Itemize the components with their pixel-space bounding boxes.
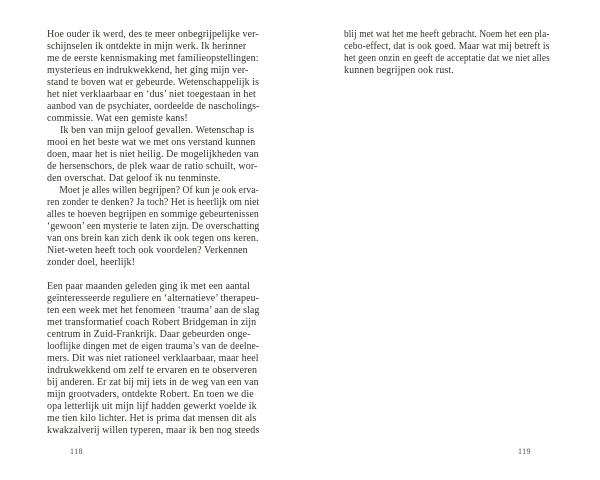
text-line: opa letterlijk uit mijn lijf hadden gewerkt voelde ik [47,401,257,412]
text-line: mers. Dit was niet rationeel verklaarbaar, maar heel [47,353,259,364]
paragraph [47,29,259,125]
text-line: geïnteresseerde reguliere en ‘alternatieve’ therapeu- [47,293,260,304]
text-line: doen, maar het is niet heilig. De mogelijkheden van [47,149,259,160]
text-line: commissie. Wat een gemiste kans! [47,113,188,124]
text-line: schijnselen ik ontdekte in mijn werk. Ik herinner [47,41,247,52]
text-line: aanbod van de psychiater, oordeelde de nascholings- [47,101,260,112]
page-number-left: 118 [70,447,83,456]
paragraph [47,125,259,185]
text-line: Niet-weten heeft toch ook voordelen? Verkennen [47,245,248,256]
text-line: me de eerste kennismaking met familieopstellingen: [47,53,259,64]
paragraph [344,29,550,77]
page-right-text [344,29,550,77]
paragraph [47,185,259,269]
text-line: het niet verklaarbaar en ‘dus’ niet toegestaan in het [47,89,256,100]
text-line: mijn grootvaders, ontdekte Robert. En toen we die [47,389,254,400]
text-line: Moet je alles willen begrijpen? Of kun je ook erva- [59,185,259,196]
page-number-right: 119 [518,447,531,456]
page-left-text [47,29,259,437]
text-line: ‘gewoon’ een mysterie te laten zijn. De overschatting [47,221,260,232]
text-line: alles te hoeven begrijpen en sommige gebeurtenissen [47,209,259,220]
text-line: het geen onzin en geeft de acceptatie dat we niet alles [344,53,550,64]
text-line: cebo-effect, dat is ook goed. Maar wat mij betreft is [344,41,550,52]
paragraph [47,281,259,437]
text-line: Ik ben van mijn geloof gevallen. Wetenschap is [60,125,255,136]
text-line: centrum in Zuid-Frankrijk. Daar gebeurden onge- [47,329,251,340]
text-line: Een paar maanden geleden ging ik met een aantal [47,281,250,292]
text-line: looflijke dingen met de eigen trauma’s van de deelne- [47,341,260,352]
text-line: van ons brein kan zich denk ik ook tegen ons keren. [47,233,259,244]
text-line: mysterieus en indrukwekkend, het ging mijn ver- [47,65,249,76]
text-line: de hersenschors, de plek waar de ratio schuilt, wor- [47,161,258,172]
text-line: zonder doel, heerlijk! [47,257,135,268]
text-line: mooi en het beste wat we met ons verstand kunnen [47,137,256,148]
text-line: ten een week met het fenomeen ‘trauma’ aan de slag [47,305,260,316]
text-line: me tien kilo lichter. Het is prima dat mensen dit als [47,413,257,424]
text-line: den overschat. Dat geloof ik nu tenminste. [47,173,221,184]
text-line: Hoe ouder ik werd, des te meer onbegrijpelijke ver- [47,29,259,40]
text-line: ren zonder te denken? Ja toch? Het is heerlijk om niet [47,197,260,208]
text-line: kunnen begrijpen ook rust. [344,65,454,76]
text-line: bij anderen. Er zat bij mij iets in de weg van een van [47,377,259,388]
text-line: indrukwekkend om zelf te ervaren en te observeren [47,365,258,376]
text-line: met transformatief coach Robert Bridgeman in zijn [47,317,257,328]
text-line: stand te boven wat er gebeurde. Wetenschappelijk is [47,77,260,88]
text-line: kwakzalverij willen typeren, maar ik ben nog steeds [47,425,260,436]
text-line: blij met wat het me heeft gebracht. Noem het een pla- [344,29,550,40]
